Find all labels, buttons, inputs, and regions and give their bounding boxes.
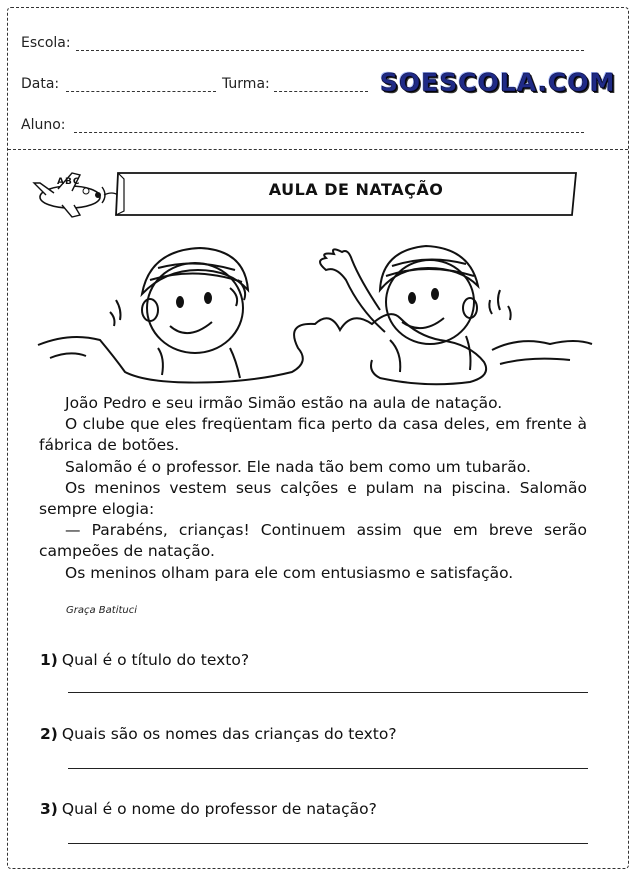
story-paragraph: O clube que eles freqüentam fica perto da casa deles, em frente à fábrica de botões. — [39, 415, 587, 455]
question-number: 1) — [40, 651, 58, 669]
story-paragraph: Os meninos vestem seus calções e pulam na piscina. Salomão sempre elogia: — [39, 478, 587, 519]
story-paragraph: — Parabéns, crianças! Continuem assim que em breve serão campeões de natação. — [39, 521, 587, 561]
story-paragraph: Os meninos olham para ele com entusiasmo e satisfação. — [65, 563, 514, 582]
school-label: Escola: — [21, 35, 71, 51]
site-logo: SOESCOLA.COM — [380, 68, 616, 97]
class-field[interactable] — [274, 91, 368, 92]
school-field[interactable] — [76, 50, 584, 51]
header-section — [8, 8, 628, 149]
question-2 — [40, 725, 397, 743]
page-title: AULA DE NATAÇÃO — [268, 180, 444, 199]
question-text: Quais são os nomes das crianças do texto? — [61, 725, 397, 743]
question-text: Qual é o título do texto? — [61, 651, 250, 669]
answer-line-1[interactable] — [68, 692, 588, 693]
story-text — [39, 393, 587, 584]
answer-line-3[interactable] — [68, 843, 588, 844]
swimming-kids-illustration — [30, 240, 600, 390]
question-text: Qual é o nome do professor de natação? — [61, 800, 377, 818]
question-3 — [40, 800, 377, 818]
story-paragraph: Salomão é o professor. Ele nada tão bem como um tubarão. — [65, 457, 531, 476]
class-label: Turma: — [222, 76, 270, 92]
student-field[interactable] — [74, 132, 584, 133]
banner-badge: ABC — [57, 177, 81, 187]
question-number: 3) — [40, 800, 58, 818]
question-1 — [40, 651, 249, 669]
swimming-kids-icon — [30, 240, 600, 390]
header-divider — [8, 149, 628, 150]
student-label: Aluno: — [21, 117, 66, 133]
date-label: Data: — [21, 76, 60, 92]
answer-line-2[interactable] — [68, 768, 588, 769]
title-banner — [28, 165, 588, 220]
question-number: 2) — [40, 725, 58, 743]
date-field[interactable] — [66, 91, 216, 92]
story-author: Graça Batituci — [66, 605, 138, 616]
story-paragraph: João Pedro e seu irmão Simão estão na aula de natação. — [65, 394, 503, 412]
